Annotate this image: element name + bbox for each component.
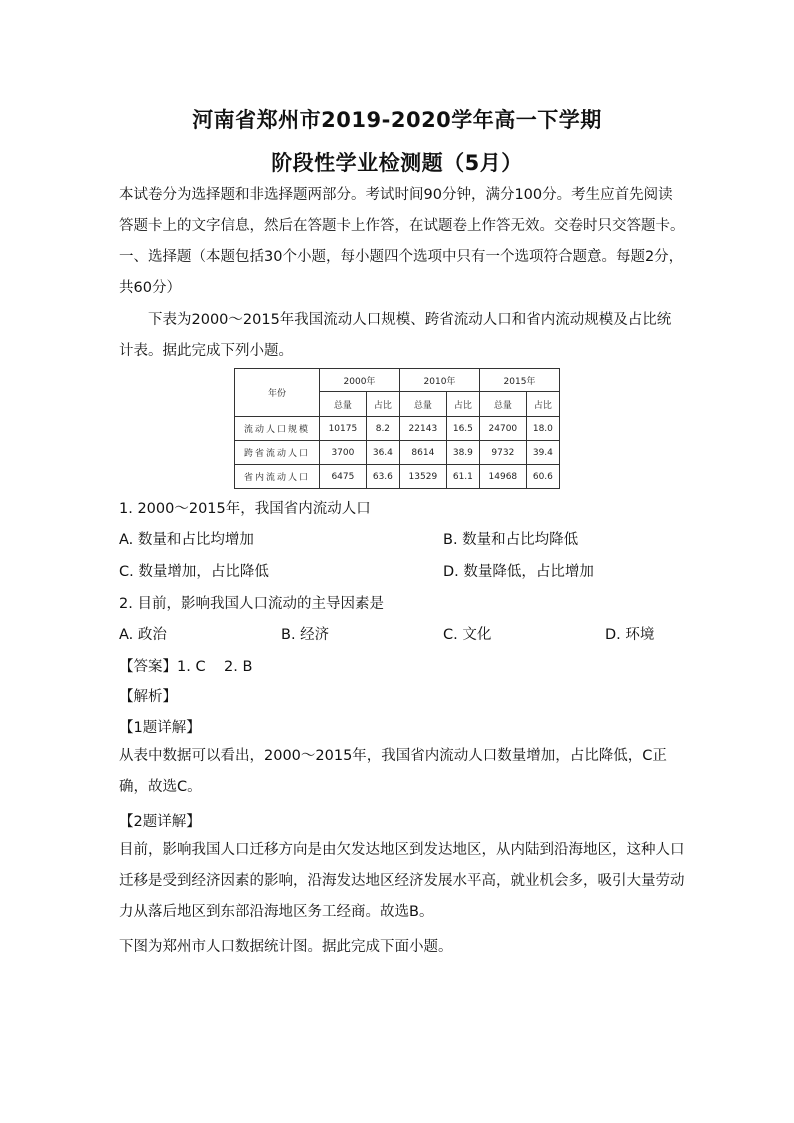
- document-subtitle: 阶段性学业检测题（5月）: [271, 151, 523, 175]
- question-2-option-a: A. 政治: [119, 627, 167, 643]
- question-1-option-d: D. 数量降低，占比增加: [443, 564, 594, 580]
- table-subheader: 占比: [366, 392, 399, 417]
- table-cell: 6475: [320, 465, 367, 489]
- question-2-option-d: D. 环境: [605, 627, 655, 643]
- question-1-option-c: C. 数量增加，占比降低: [119, 564, 269, 580]
- table-cell: 8.2: [366, 417, 399, 441]
- table-cell: 13529: [399, 465, 446, 489]
- detail-2-text: 目前，影响我国人口迁移方向是由欠发达地区到发达地区，从内陆到沿海地区，这种人口迁移是受到经济因素的影响，沿海发达地区经济发展水平高，就业机会多，吸引大量劳动力从落后地区到东部沿海地区务工经商。故选B。: [119, 842, 685, 920]
- table-subheader: 总量: [399, 392, 446, 417]
- question-2-option-c: C. 文化: [443, 627, 492, 643]
- table-subheader: 占比: [446, 392, 479, 417]
- row-label: 流动人口规模: [235, 417, 320, 441]
- table-year-header: 2010年: [399, 369, 479, 392]
- question-stem-table: 下表为2000～2015年我国流动人口规模、跨省流动人口和省内流动规模及占比统计表。据此完成下列小题。: [119, 312, 672, 359]
- detail-2-heading: 【2题详解】: [119, 814, 201, 830]
- question-1-option-b: B. 数量和占比均降低: [443, 532, 579, 548]
- exam-instructions: 本试卷分为选择题和非选择题两部分。考试时间90分钟，满分100分。考生应首先阅读答题卡上的文字信息，然后在答题卡上作答，在试题卷上作答无效。交卷时只交答题卡。: [119, 187, 685, 234]
- next-question-stem: 下图为郑州市人口数据统计图。据此完成下面小题。: [119, 939, 453, 955]
- table-corner-cell: 年份: [235, 369, 320, 417]
- table-cell: 63.6: [366, 465, 399, 489]
- table-row: [235, 441, 560, 465]
- document-title: 河南省郑州市2019-2020学年高一下学期: [192, 108, 602, 132]
- answer-key: 【答案】1. C 2. B: [119, 659, 253, 675]
- table-cell: 60.6: [526, 465, 559, 489]
- table-cell: 9732: [479, 441, 526, 465]
- table-cell: 39.4: [526, 441, 559, 465]
- table-cell: 10175: [320, 417, 367, 441]
- question-1-stem: 1. 2000～2015年，我国省内流动人口: [119, 501, 371, 517]
- question-1-option-a: A. 数量和占比均增加: [119, 532, 254, 548]
- row-label: 跨省流动人口: [235, 441, 320, 465]
- detail-1-text: 从表中数据可以看出，2000～2015年，我国省内流动人口数量增加，占比降低，C正确，故选C。: [119, 748, 667, 795]
- table-cell: 14968: [479, 465, 526, 489]
- table-cell: 61.1: [446, 465, 479, 489]
- analysis-heading: 【解析】: [119, 689, 177, 705]
- table-subheader: 占比: [526, 392, 559, 417]
- section-heading: 一、选择题（本题包括30个小题，每小题四个选项中只有一个选项符合题意。每题2分，共60分）: [119, 249, 684, 296]
- table-row: [235, 417, 560, 441]
- migration-stats-table: [234, 368, 560, 489]
- detail-1-heading: 【1题详解】: [119, 720, 201, 736]
- table-cell: 22143: [399, 417, 446, 441]
- table-cell: 38.9: [446, 441, 479, 465]
- question-2-option-b: B. 经济: [281, 627, 330, 643]
- table-row: [235, 465, 560, 489]
- table-subheader: 总量: [479, 392, 526, 417]
- table-cell: 24700: [479, 417, 526, 441]
- table-subheader: 总量: [320, 392, 367, 417]
- table-cell: 36.4: [366, 441, 399, 465]
- table-cell: 8614: [399, 441, 446, 465]
- table-cell: 18.0: [526, 417, 559, 441]
- table-year-header: 2015年: [479, 369, 559, 392]
- table-cell: 3700: [320, 441, 367, 465]
- question-2-stem: 2. 目前，影响我国人口流动的主导因素是: [119, 596, 384, 612]
- table-year-header: 2000年: [320, 369, 400, 392]
- table-cell: 16.5: [446, 417, 479, 441]
- row-label: 省内流动人口: [235, 465, 320, 489]
